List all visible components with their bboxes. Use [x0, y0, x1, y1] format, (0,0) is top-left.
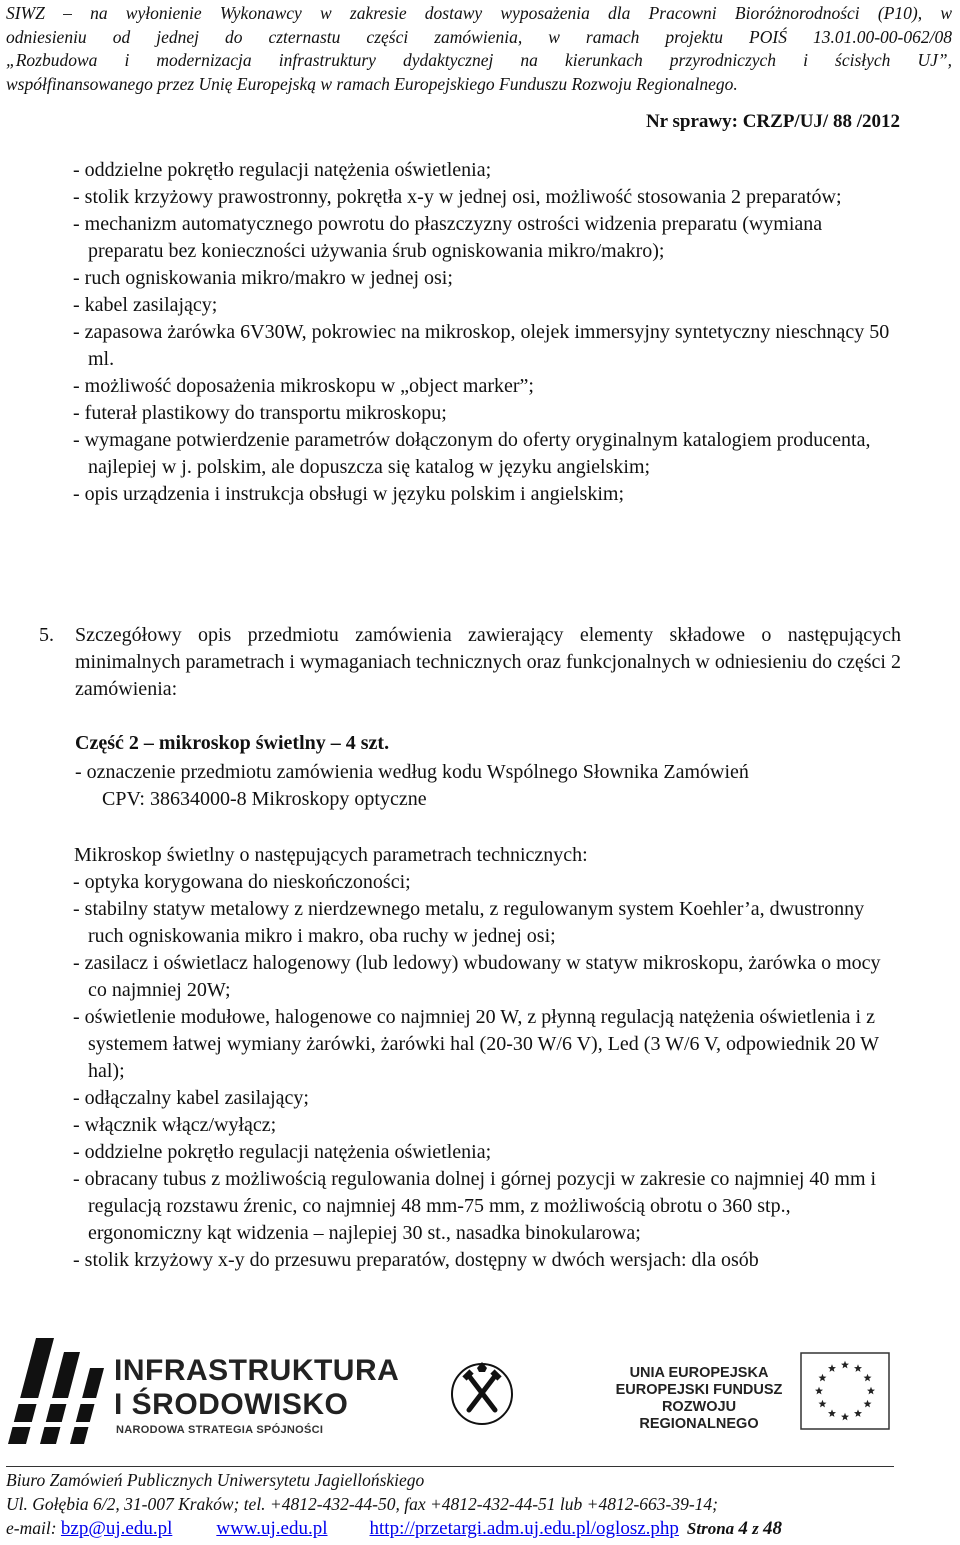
email-label: e-mail: — [6, 1518, 57, 1538]
cpv-block — [75, 759, 905, 813]
part-heading: Część 2 – mikroskop świetlny – 4 szt. — [75, 732, 390, 754]
section-text: Szczegółowy opis przedmiotu zamówienia zawierający elementy składowe o następujących minimalnych parametrach i wymaganiach technicznych oraz funkcjonalnych w odniesieniu do części 2 zamówienia: — [75, 624, 901, 700]
list-item: - stolik krzyżowy x-y do przesuwu preparatów, dostępny w dwóch wersjach: dla osób — [73, 1249, 759, 1271]
page-label: Strona — [686, 1519, 735, 1538]
cpv-code: CPV: 38634000-8 Mikroskopy optyczne — [102, 788, 427, 810]
document-header — [6, 2, 952, 96]
tenders-link[interactable]: http://przetargi.adm.uj.edu.pl/oglosz.php — [369, 1518, 679, 1539]
infrastructure-logo-icon — [6, 1338, 106, 1446]
document-footer — [6, 1468, 956, 1541]
list-item: - oświetlenie modułowe, halogenowe co najmniej 20 W, z płynną regulacją natężenia oświetlenia i z systemem łatwej wymiany żarówki, żarówki hal (20-30 W/6 V), Led (3 W/6 V, odpowiednik 20 W hal); — [73, 1006, 879, 1082]
footer-divider — [6, 1466, 894, 1467]
eu-line: EUROPEJSKI FUNDUSZ — [615, 1382, 783, 1398]
list-item: - oddzielne pokrętło regulacji natężenia oświetlenia; — [73, 1141, 492, 1163]
infrastructure-subtitle: NARODOWA STRATEGIA SPÓJNOŚCI — [116, 1424, 324, 1436]
header-line: współfinansowanego przez Unię Europejską w ramach Europejskiego Funduszu Rozwoju Regionalnego. — [6, 73, 738, 94]
header-line: „Rozbudowa i modernizacja infrastruktury dydaktycznej na kierunkach przyrodniczych i ścisłych UJ”, — [6, 50, 952, 70]
website-link[interactable]: www.uj.edu.pl — [216, 1518, 328, 1539]
list-item: - futerał plastikowy do transportu mikroskopu; — [73, 402, 447, 424]
eu-text — [610, 1365, 788, 1433]
cpv-line: - oznaczenie przedmiotu zamówienia według kodu Wspólnego Słownika Zamówień — [75, 761, 749, 783]
section-5 — [39, 622, 901, 703]
requirements-list-part1 — [73, 157, 893, 508]
eu-line: UNIA EUROPEJSKA — [629, 1365, 769, 1381]
email-link[interactable]: bzp@uj.edu.pl — [60, 1518, 173, 1539]
infrastructure-title-line1: INFRASTRUKTURA — [114, 1354, 400, 1387]
page-current: 4 — [738, 1518, 748, 1539]
footer-links — [6, 1516, 956, 1541]
page-of: z — [752, 1519, 759, 1538]
list-item: - ruch ogniskowania mikro/makro w jednej osi; — [73, 267, 453, 289]
list-item: - włącznik włącz/wyłącz; — [73, 1114, 277, 1136]
page-total: 48 — [763, 1518, 783, 1539]
list-item: - opis urządzenia i instrukcja obsługi w języku polskim i angielskim; — [73, 483, 625, 505]
list-item: - mechanizm automatycznego powrotu do płaszczyzny ostrości widzenia preparatu (wymiana preparatu bez konieczności używania śrub ogniskowania mikro/makro); — [73, 213, 823, 262]
list-item: - optyka korygowana do nieskończoności; — [73, 871, 411, 893]
section-number: 5. — [39, 624, 54, 646]
list-item: - obracany tubus z możliwością regulowania dolnej i górnej pozycji w zakresie co najmniej 40 mm i regulacją rozstawu źrenic, co najmniej 48 mm-75 mm, z możliwością obrotu o 360 stp., ergonomiczny kąt widzenia – najlepiej 30 st., nasadka binokularowa; — [73, 1168, 877, 1244]
eu-flag-icon — [800, 1352, 890, 1430]
list-item: - możliwość doposażenia mikroskopu w „object marker”; — [73, 375, 534, 397]
case-number: Nr sprawy: CRZP/UJ/ 88 /2012 — [645, 111, 900, 132]
requirements-list-part2 — [73, 869, 903, 1274]
list-item: - zapasowa żarówka 6V30W, pokrowiec na mikroskop, olejek immersyjny syntetyczny nieschnący 50 ml. — [73, 321, 890, 370]
list-item: - stolik krzyżowy prawostronny, pokrętła x-y w jednej osi, możliwość stosowania 2 preparatów; — [73, 186, 842, 208]
footer-office: Biuro Zamówień Publicznych Uniwersytetu Jagiellońskiego — [6, 1470, 425, 1490]
list-item: - zasilacz i oświetlacz halogenowy (lub ledowy) wbudowany w statyw mikroskopu, żarówka o mocy co najmniej 20W; — [73, 952, 881, 1001]
logo-bar — [0, 1338, 960, 1448]
list-item: - odłączalny kabel zasilający; — [73, 1087, 309, 1109]
footer-address: Ul. Gołębia 6/2, 31-007 Kraków; tel. +4812-432-44-50, fax +4812-432-44-51 lub +4812-663-39-14; — [6, 1494, 719, 1514]
header-line: SIWZ – na wyłonienie Wykonawcy w zakresie dostawy wyposażenia dla Pracowni Bioróżnorodności (P10), w — [6, 3, 952, 23]
infrastructure-title-line2: I ŚRODOWISKO — [114, 1388, 349, 1421]
list-item: - kabel zasilający; — [73, 294, 218, 316]
page-number — [687, 1519, 782, 1538]
list-item: - wymagane potwierdzenie parametrów dołączonym do oferty oryginalnym katalogiem producenta, najlepiej w j. polskim, ale dopuszcza się katalog w języku angielskim; — [73, 429, 871, 478]
list-item: - stabilny statyw metalowy z nierdzewnego metalu, z regulowanym system Koehler’a, dwustronny ruch ogniskowania mikro i makro, oba ruchy w jednej osi; — [73, 898, 865, 947]
params-title: Mikroskop świetlny o następujących parametrach technicznych: — [74, 844, 588, 866]
eu-line: ROZWOJU REGIONALNEGO — [639, 1399, 759, 1432]
list-item: - oddzielne pokrętło regulacji natężenia oświetlenia; — [73, 159, 492, 181]
header-line: odniesieniu od jednej do czternastu części zamówienia, w ramach projektu POIŚ 13.01.00-00-062/08 — [6, 26, 952, 47]
university-emblem-icon — [447, 1358, 517, 1428]
